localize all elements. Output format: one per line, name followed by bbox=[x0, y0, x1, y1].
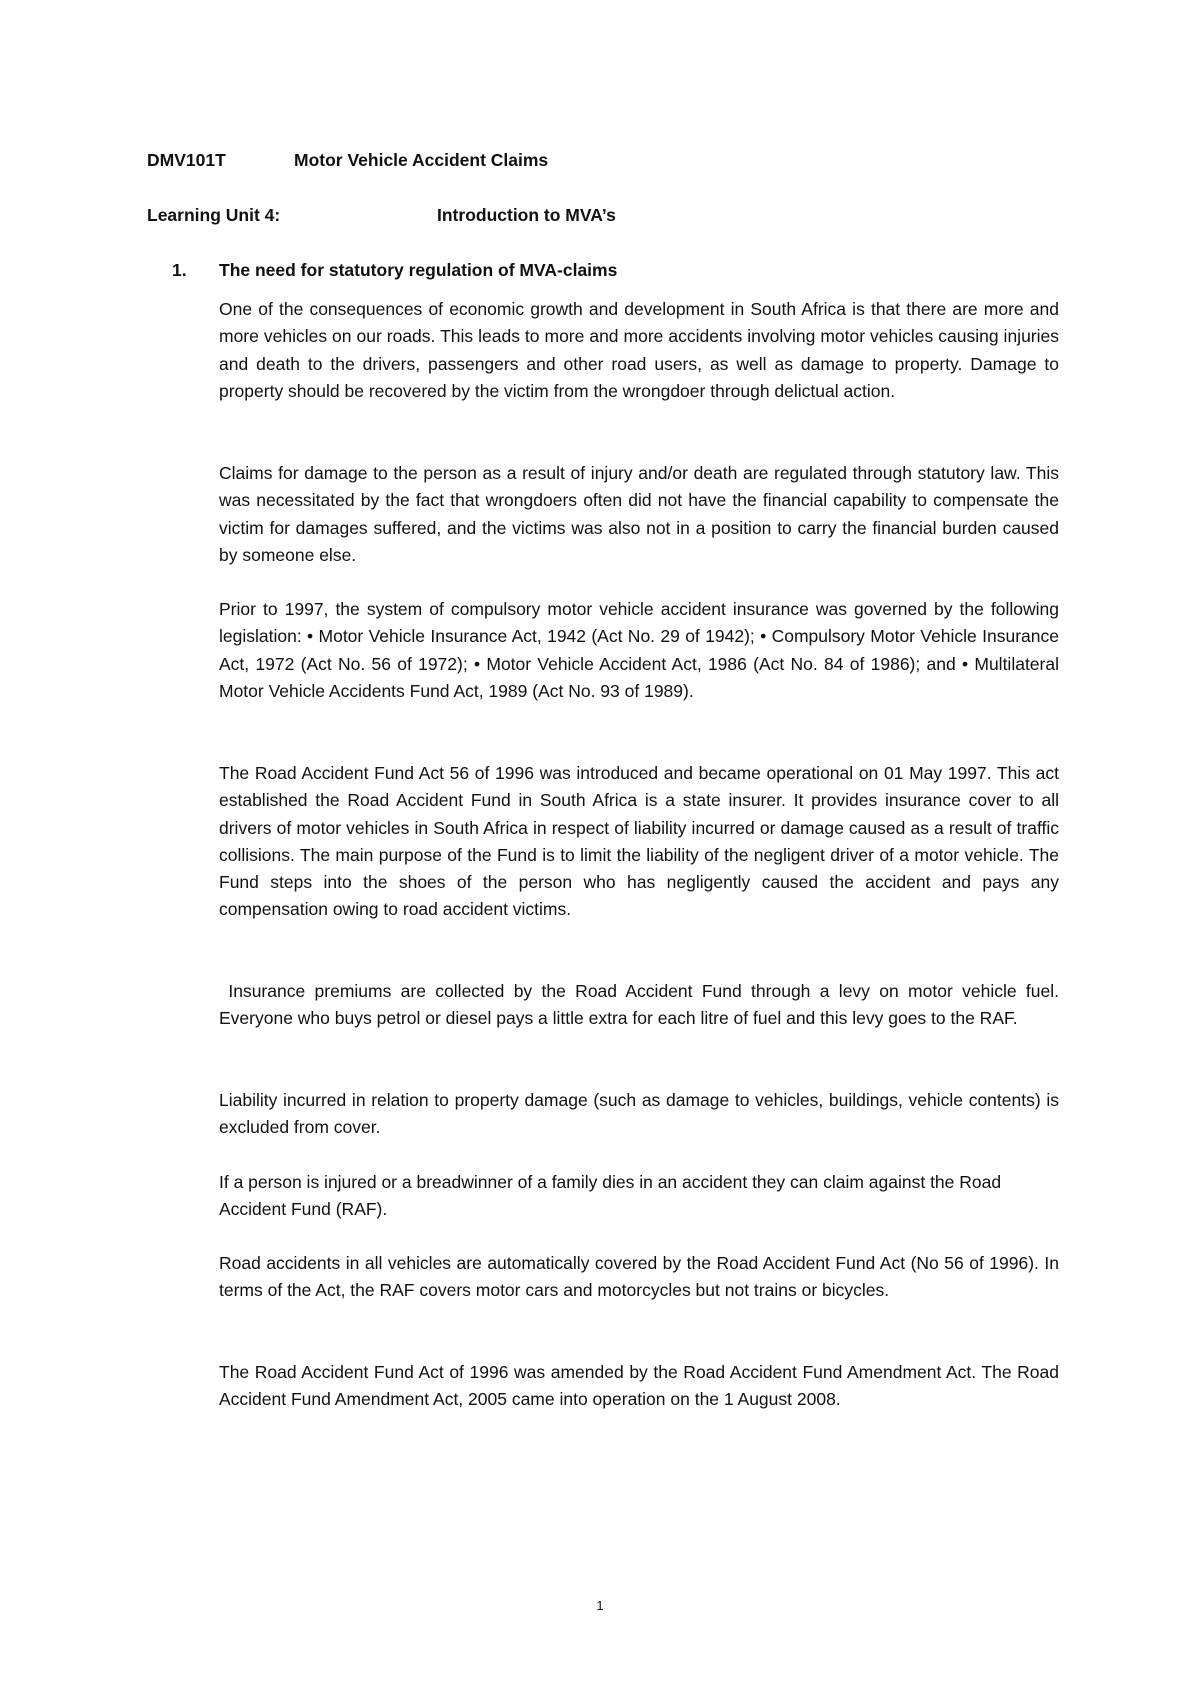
unit-title: Introduction to MVA’s bbox=[437, 205, 616, 225]
section-title: The need for statutory regulation of MVA-claims bbox=[219, 260, 618, 280]
paragraph-vehicles-covered: Road accidents in all vehicles are automatically covered by the Road Accident Fund Act (No 56 of 1996). In terms of the Act, the RAF covers motor cars and motorcycles but not trains or bicycles. bbox=[219, 1253, 1059, 1301]
paragraph-prior-legislation: Prior to 1997, the system of compulsory motor vehicle accident insurance was governed by the following legislation: • Motor Vehicle Insurance Act, 1942 (Act No. 29 of 1942); • Compulsory Motor Vehicle Insurance Act, 1972 (Act No. 56 of 1972); • Motor Vehicle Accident Act, 1986 (Act No. 84 of 1986); and • Multilateral Motor Vehicle Accidents Fund Act, 1989 (Act No. 93 of 1989). bbox=[219, 599, 1059, 701]
unit-label: Learning Unit 4: bbox=[147, 205, 281, 225]
course-title: Motor Vehicle Accident Claims bbox=[294, 150, 549, 170]
paragraph-statutory-law: Claims for damage to the person as a result of injury and/or death are regulated through statutory law. This was necessitated by the fact that wrongdoers often did not have the financial capability to compensate the victim for damages suffered, and the victims was also not in a position to carry the financial burden caused by someone else. bbox=[219, 463, 1059, 565]
paragraph-amendment: The Road Accident Fund Act of 1996 was amended by the Road Accident Fund Amendment Act. The Road Accident Fund Amendment Act, 2005 came into operation on the 1 August 2008. bbox=[219, 1362, 1059, 1410]
paragraph-claim-raf: If a person is injured or a breadwinner of a family dies in an accident they can claim against the Road Accident Fund (RAF). bbox=[219, 1172, 1002, 1220]
page-number: 1 bbox=[596, 1598, 604, 1613]
section-number: 1. bbox=[172, 260, 187, 280]
paragraph-property-liability: Liability incurred in relation to property damage (such as damage to vehicles, buildings, vehicle contents) is excluded from cover. bbox=[219, 1090, 1059, 1138]
paragraph-raf-act: The Road Accident Fund Act 56 of 1996 was introduced and became operational on 01 May 1997. This act established the Road Accident Fund in South Africa is a state insurer. It provides insurance cover to all drivers of motor vehicles in South Africa in respect of liability incurred or damage caused as a result of traffic collisions. The main purpose of the Fund is to limit the liability of the negligent driver of a motor vehicle. The Fund steps into the shoes of the person who has negligently caused the accident and pays any compensation owing to road accident victims. bbox=[219, 763, 1059, 920]
paragraph-consequences: One of the consequences of economic growth and development in South Africa is that there are more and more vehicles on our roads. This leads to more and more accidents involving motor vehicles causing injuries and death to the drivers, passengers and other road users, as well as damage to property. Damage to property should be recovered by the victim from the wrongdoer through delictual action. bbox=[219, 299, 1059, 401]
course-code: DMV101T bbox=[147, 150, 226, 170]
paragraph-insurance-premiums: Insurance premiums are collected by the Road Accident Fund through a levy on motor vehicle fuel. Everyone who buys petrol or diesel pays a little extra for each litre of fuel and this levy goes to the RAF. bbox=[219, 981, 1064, 1029]
